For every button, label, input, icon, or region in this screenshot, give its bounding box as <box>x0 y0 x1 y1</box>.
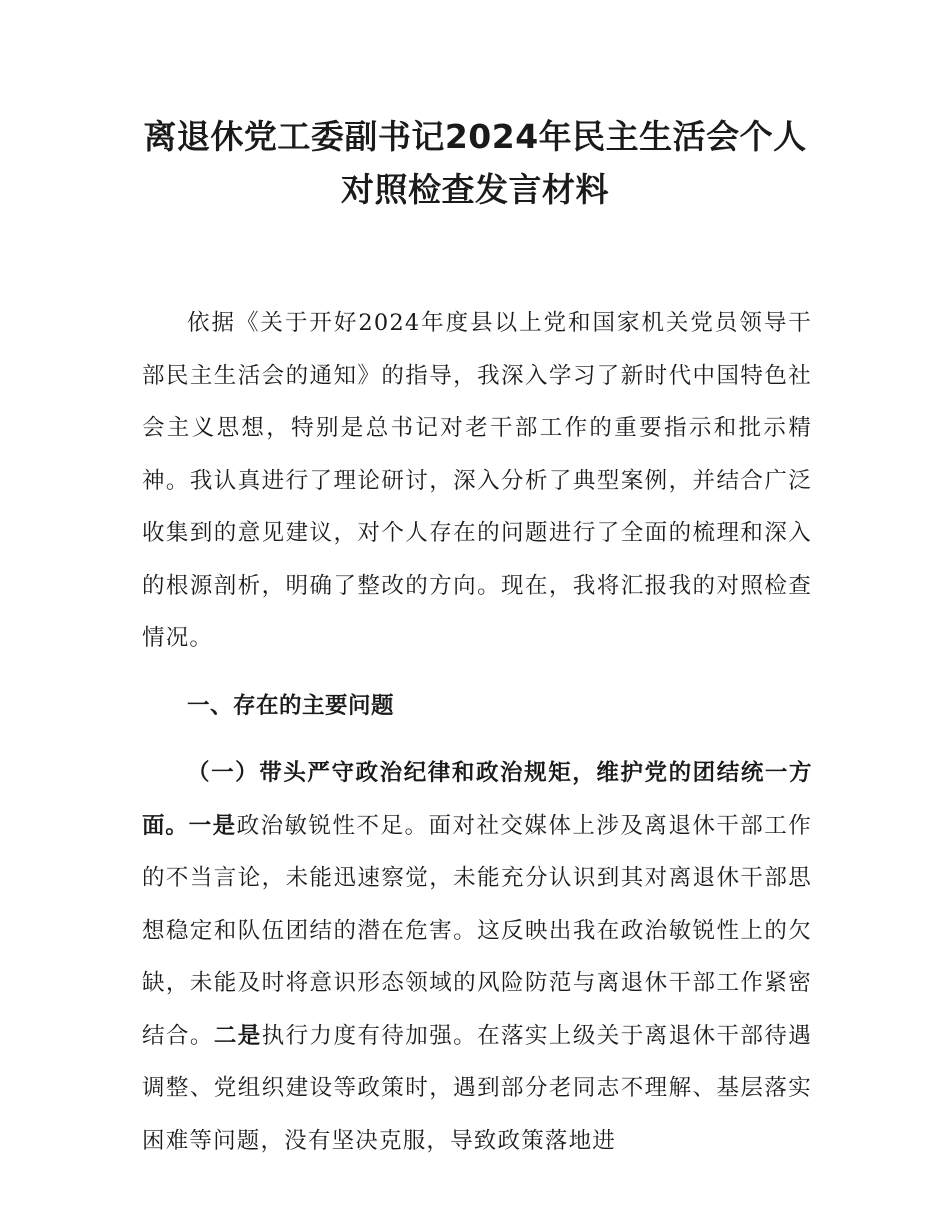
subsection-paragraph <box>142 747 812 1167</box>
document-body <box>142 297 812 1167</box>
point-1-text: 政治敏锐性不足。面对社交媒体上涉及离退休干部工作的不当言论，未能迅速察觉，未能充分认识到其对离退休干部思想稳定和队伍团结的潜在危害。这反映出我在政治敏锐性上的欠缺，未能及时将意识形态领域的风险防范与离退休干部工作紧密结合。 <box>142 812 812 1049</box>
title-line-2: 对照检查发言材料 <box>341 170 609 209</box>
point-1-label: 一是 <box>188 812 237 839</box>
section-heading: 一、存在的主要问题 <box>187 692 395 719</box>
document-title <box>120 110 830 216</box>
subsection-heading: （一）带头严守政治纪律和政治规矩，维护党的团结统一方面。 <box>142 760 812 839</box>
point-2-text: 执行力度有待加强。在落实上级关于离退休干部待遇调整、党组织建设等政策时，遇到部分老同志不理解、基层落实困难等问题，没有坚决克服，导致政策落地进 <box>142 1022 812 1154</box>
title-line-1: 离退休党工委副书记2024年民主生活会个人 <box>143 117 807 156</box>
spacer <box>142 665 812 680</box>
intro-paragraph: 依据《关于开好2024年度县以上党和国家机关党员领导干部民主生活会的通知》的指导，我深入学习了新时代中国特色社会主义思想，特别是总书记对老干部工作的重要指示和批示精神。我认真进行了理论研讨，深入分析了典型案例，并结合广泛收集到的意见建议，对个人存在的问题进行了全面的梳理和深入的根源剖析，明确了整改的方向。现在，我将汇报我的对照检查情况。 <box>142 310 812 651</box>
point-2-label: 二是 <box>213 1022 262 1049</box>
spacer <box>142 732 812 747</box>
